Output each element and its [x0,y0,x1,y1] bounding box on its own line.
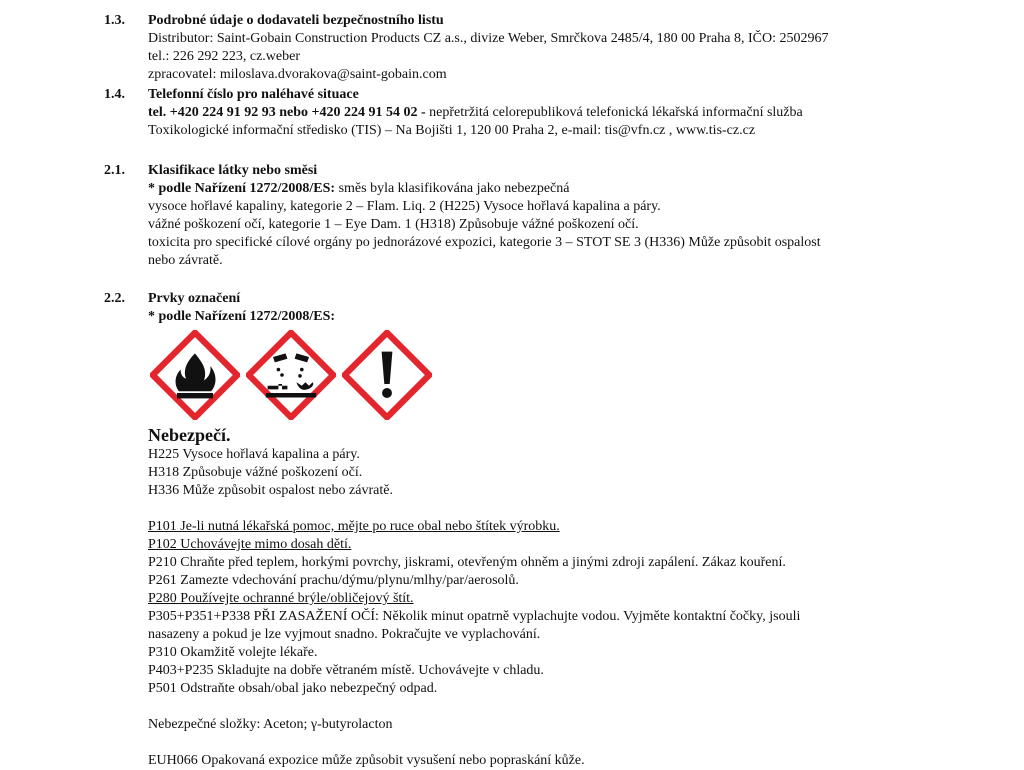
section-title: Podrobné údaje o dodavateli bezpečnostního listu [148,13,444,28]
section-number: 1.3. [104,13,125,28]
hazard-statement: H225 Vysoce hořlavá kapalina a páry. [148,447,360,462]
section-number: 2.1. [104,163,125,178]
classification-line: toxicita pro specifické cílové orgány po jednorázové expozici, kategorie 3 – STOT SE 3 (H336) Může způsobit ospalost [148,235,821,250]
precautionary-statement: P102 Uchovávejte mimo dosah dětí. [148,537,352,552]
precautionary-statement: P280 Používejte ochranné brýle/obličejový štít. [148,591,414,606]
regulation-ref: * podle Nařízení 1272/2008/ES: [148,181,336,196]
ghs-pictograms [150,330,1008,420]
euh-statement: EUH066 Opakovaná expozice může způsobit vysušení nebo popraskání kůže. [148,753,585,768]
precautionary-statement: nasazeny a pokud je lze vyjmout snadno. Pokračujte ve vyplachování. [148,627,541,642]
tis-line: Toxikologické informační středisko (TIS) – Na Bojišti 1, 120 00 Praha 2, e-mail: tis@vfn.cz , www.tis-cz.cz [148,123,756,138]
exclamation-pictogram-icon [342,330,432,420]
emergency-phone-numbers: tel. +420 224 91 92 93 nebo +420 224 91 54 02 - [148,105,426,120]
flame-pictogram-icon [150,330,240,420]
precautionary-statement: P210 Chraňte před teplem, horkými povrchy, jiskrami, otevřeným ohněm a jinými zdroji zapálení. Zákaz kouření. [148,555,786,570]
precautionary-statement: P310 Okamžitě volejte lékaře. [148,645,318,660]
precautionary-statement: P403+P235 Skladujte na dobře větraném místě. Uchovávejte v chladu. [148,663,544,678]
section-title: Klasifikace látky nebo směsi [148,163,318,178]
classification-line: vysoce hořlavé kapaliny, kategorie 2 – Flam. Liq. 2 (H225) Vysoce hořlavá kapalina a páry. [148,199,661,214]
precautionary-statements [148,518,1008,698]
precautionary-statement: P305+P351+P338 PŘI ZASAŽENÍ OČÍ: Několik minut opatrně vyplachujte vodou. Vyjměte kontaktní čočky, jsouli [148,609,801,624]
distributor-line: Distributor: Saint-Gobain Construction Products CZ a.s., divize Weber, Smrčkova 2485/4, 180 00 Praha 8, IČO: 2502967 [148,31,829,46]
hazardous-components: Nebezpečné složky: Aceton; γ-butyrolacton [148,717,393,732]
author-email-line: zpracovatel: miloslava.dvorakova@saint-gobain.com [148,67,447,82]
section-number: 2.2. [104,291,125,306]
precautionary-statement: P501 Odstraňte obsah/obal jako nebezpečný odpad. [148,681,438,696]
hazard-statement: H336 Může způsobit ospalost nebo závratě. [148,483,393,498]
regulation-line [148,180,1008,198]
emergency-phone-desc: nepřetržitá celorepubliková telefonická lékařská informační služba [425,105,803,120]
section-title: Prvky označení [148,291,241,306]
hazard-statements [148,446,1008,500]
emergency-phone-line [148,104,1008,122]
section-number: 1.4. [104,87,125,102]
corrosion-pictogram-icon [246,330,336,420]
phone-line: tel.: 226 292 223, cz.weber [148,49,301,64]
classification-line: nebo závratě. [148,253,223,268]
hazard-statement: H318 Způsobuje vážné poškození očí. [148,465,363,480]
section-title: Telefonní číslo pro naléhavé situace [148,87,359,102]
regulation-desc: směs byla klasifikována jako nebezpečná [335,181,570,196]
precautionary-statement: P261 Zamezte vdechování prachu/dýmu/plynu/mlhy/par/aerosolů. [148,573,519,588]
signal-word: Nebezpečí. [148,425,231,445]
precautionary-statement: P101 Je-li nutná lékařská pomoc, mějte po ruce obal nebo štítek výrobku. [148,519,560,534]
regulation-ref: * podle Nařízení 1272/2008/ES: [148,309,336,324]
classification-line: vážné poškození očí, kategorie 1 – Eye Dam. 1 (H318) Způsobuje vážné poškození očí. [148,217,639,232]
